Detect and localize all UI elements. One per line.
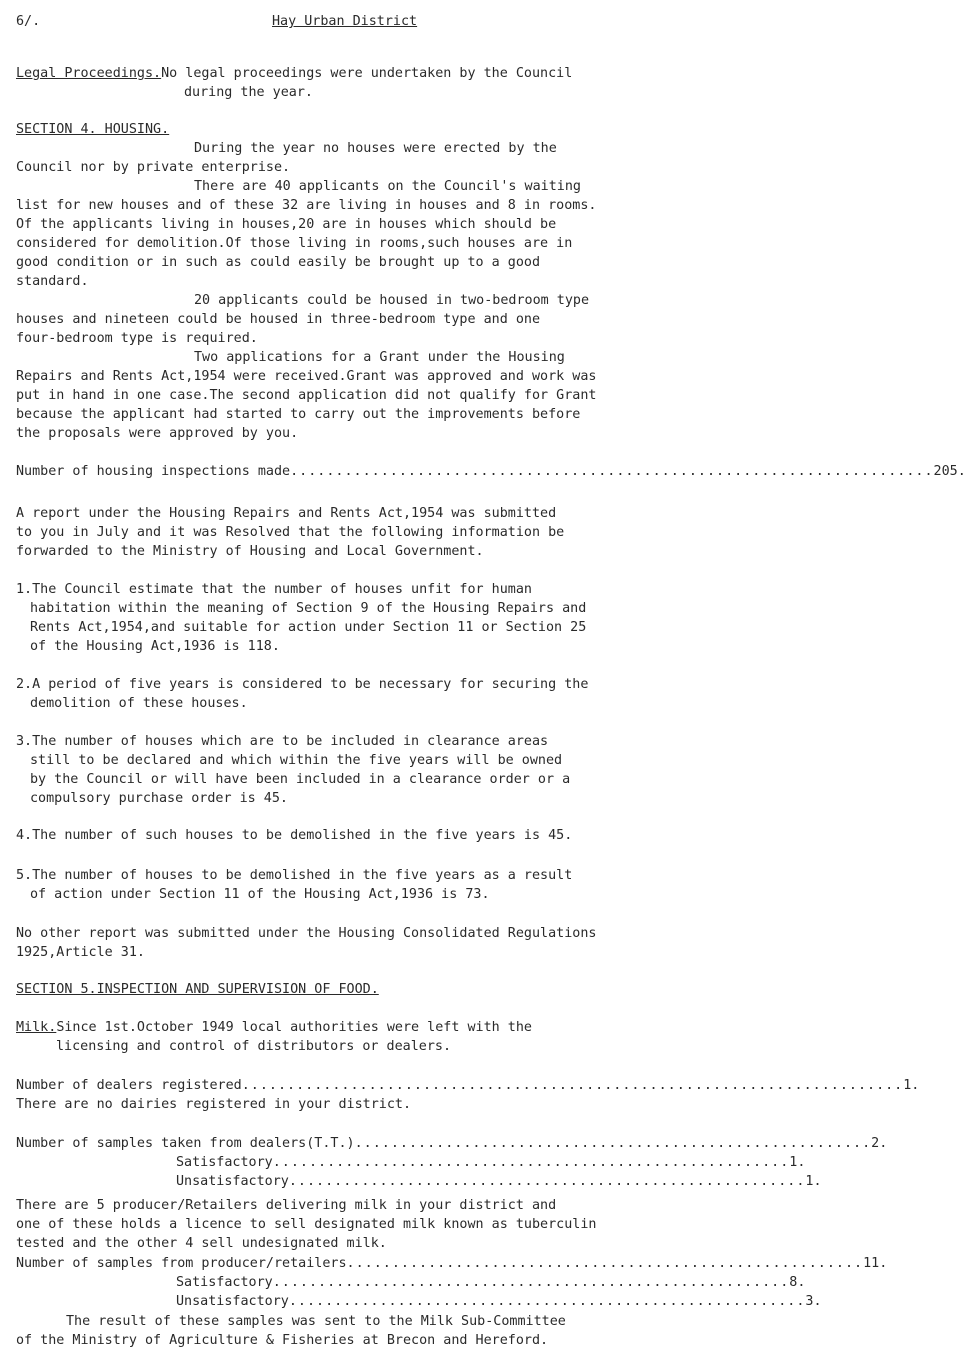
report-item-5 bbox=[16, 866, 788, 904]
leader-dots: ....................................................................... bbox=[290, 464, 934, 479]
dealers-block bbox=[16, 1076, 920, 1114]
housing-p4-line-4: because the applicant had started to carry out the improvements before bbox=[16, 407, 581, 422]
housing-section bbox=[16, 120, 788, 443]
milk-line-2: licensing and control of distributors or dealers. bbox=[56, 1039, 452, 1054]
satisfactory-label: Satisfactory bbox=[176, 1155, 273, 1170]
housing-p1-line-1: During the year no houses were erected by the bbox=[194, 141, 557, 156]
legal-proceedings-paragraph bbox=[16, 64, 788, 102]
milk-label: Milk. bbox=[16, 1020, 57, 1035]
item-line: The number of houses which are to be included in clearance areas bbox=[32, 734, 549, 749]
item-line: compulsory purchase order is 45. bbox=[30, 791, 288, 806]
housing-heading: SECTION 4. HOUSING. bbox=[16, 122, 170, 137]
producer-unsatisfactory-label: Unsatisfactory bbox=[176, 1294, 289, 1309]
page-header bbox=[16, 14, 788, 34]
item-line: habitation within the meaning of Section 9 of the Housing Repairs and bbox=[30, 601, 587, 616]
leader-dots: ......................................................... bbox=[288, 1294, 806, 1309]
unsatisfactory-value: 1. bbox=[805, 1174, 822, 1189]
producers-line-3: tested and the other 4 sell undesignated milk. bbox=[16, 1236, 387, 1251]
milk-line-1: Since 1st.October 1949 local authorities were left with the bbox=[56, 1020, 532, 1035]
samples-value: 2. bbox=[871, 1136, 888, 1151]
item-line: of the Housing Act,1936 is 118. bbox=[30, 639, 280, 654]
dealers-label: Number of dealers registered bbox=[16, 1078, 242, 1093]
housing-p2-line-6: standard. bbox=[16, 274, 89, 289]
producers-line-2: one of these holds a licence to sell designated milk known as tuberculin bbox=[16, 1217, 597, 1232]
leader-dots: ......................................................... bbox=[354, 1136, 872, 1151]
report-line-3: forwarded to the Ministry of Housing and Local Government. bbox=[16, 544, 484, 559]
housing-p4-line-3: put in hand in one case.The second application did not qualify for Grant bbox=[16, 388, 597, 403]
housing-p3-line-2: houses and nineteen could be housed in three-bedroom type and one bbox=[16, 312, 541, 327]
housing-p1-line-2: Council nor by private enterprise. bbox=[16, 160, 291, 175]
report-item-3 bbox=[16, 732, 788, 808]
report-paragraph bbox=[16, 504, 788, 561]
inspections-row bbox=[16, 462, 966, 481]
housing-p2-line-2: list for new houses and of these 32 are living in houses and 8 in rooms. bbox=[16, 198, 597, 213]
report-line-1: A report under the Housing Repairs and Rents Act,1954 was submitted bbox=[16, 506, 557, 521]
report-item-2 bbox=[16, 675, 788, 713]
legal-line-2: during the year. bbox=[184, 85, 313, 100]
producer-satisfactory-label: Satisfactory bbox=[176, 1275, 273, 1290]
inspections-label: Number of housing inspections made bbox=[16, 464, 291, 479]
page-number: 6/. bbox=[16, 14, 41, 29]
producers-paragraph bbox=[16, 1196, 788, 1253]
dealers-value: 1. bbox=[903, 1078, 920, 1093]
item-line: A period of five years is considered to be necessary for securing the bbox=[32, 677, 589, 692]
item-number: 2. bbox=[16, 677, 33, 692]
result-line-1: The result of these samples was sent to the Milk Sub-Committee bbox=[66, 1314, 566, 1329]
report-line-2: to you in July and it was Resolved that the following information be bbox=[16, 525, 565, 540]
leader-dots: ......................................................... bbox=[272, 1275, 790, 1290]
closing-line-2: 1925,Article 31. bbox=[16, 945, 145, 960]
item-line: demolition of these houses. bbox=[30, 696, 248, 711]
producer-samples-value: 11. bbox=[863, 1256, 888, 1271]
legal-line-1: No legal proceedings were undertaken by the Council bbox=[161, 66, 573, 81]
housing-p2-line-4: considered for demolition.Of those living in rooms,such houses are in bbox=[16, 236, 573, 251]
page-title: Hay Urban District bbox=[272, 14, 418, 29]
closing-line-1: No other report was submitted under the Housing Consolidated Regulations bbox=[16, 926, 597, 941]
closing-paragraph bbox=[16, 924, 788, 962]
result-line-2: of the Ministry of Agriculture & Fisheries at Brecon and Hereford. bbox=[16, 1333, 549, 1348]
item-line: of action under Section 11 of the Housing Act,1936 is 73. bbox=[30, 887, 490, 902]
food-heading: SECTION 5.INSPECTION AND SUPERVISION OF FOOD. bbox=[16, 982, 379, 997]
producer-satisfactory-value: 8. bbox=[789, 1275, 806, 1290]
housing-p4-line-2: Repairs and Rents Act,1954 were received.Grant was approved and work was bbox=[16, 369, 597, 384]
item-line: The number of such houses to be demolished in the five years is 45. bbox=[32, 828, 573, 843]
producers-line-1: There are 5 producer/Retailers delivering milk in your district and bbox=[16, 1198, 557, 1213]
item-number: 5. bbox=[16, 868, 33, 883]
housing-p2-line-5: good condition or in such as could easily be brought up to a good bbox=[16, 255, 541, 270]
housing-p3-line-3: four-bedroom type is required. bbox=[16, 331, 258, 346]
legal-proceedings-heading: Legal Proceedings. bbox=[16, 66, 162, 81]
report-item-1 bbox=[16, 580, 788, 656]
housing-p4-line-1: Two applications for a Grant under the Housing bbox=[194, 350, 565, 365]
item-line: The Council estimate that the number of houses unfit for human bbox=[32, 582, 532, 597]
unsatisfactory-label: Unsatisfactory bbox=[176, 1174, 289, 1189]
milk-paragraph bbox=[16, 1018, 788, 1056]
leader-dots: ......................................................... bbox=[288, 1174, 806, 1189]
samples-label: Number of samples taken from dealers(T.T.) bbox=[16, 1136, 355, 1151]
item-number: 3. bbox=[16, 734, 33, 749]
producer-unsatisfactory-value: 3. bbox=[805, 1294, 822, 1309]
satisfactory-value: 1. bbox=[789, 1155, 806, 1170]
dealer-samples-block bbox=[16, 1134, 888, 1191]
housing-p3-line-1: 20 applicants could be housed in two-bedroom type bbox=[194, 293, 590, 308]
food-section bbox=[16, 980, 788, 999]
inspections-value: 205. bbox=[933, 464, 966, 479]
result-paragraph bbox=[16, 1312, 788, 1350]
housing-p2-line-3: Of the applicants living in houses,20 are in houses which should be bbox=[16, 217, 557, 232]
producer-samples-block bbox=[16, 1254, 888, 1311]
item-line: The number of houses to be demolished in the five years as a result bbox=[32, 868, 573, 883]
housing-p2-line-1: There are 40 applicants on the Council's waiting bbox=[194, 179, 581, 194]
leader-dots: ......................................................... bbox=[272, 1155, 790, 1170]
item-number: 1. bbox=[16, 582, 33, 597]
leader-dots: ......................................................................... bbox=[241, 1078, 904, 1093]
report-item-4 bbox=[16, 826, 788, 845]
leader-dots: ......................................................... bbox=[346, 1256, 864, 1271]
item-number: 4. bbox=[16, 828, 33, 843]
item-line: by the Council or will have been included in a clearance order or a bbox=[30, 772, 571, 787]
producer-samples-label: Number of samples from producer/retailers bbox=[16, 1256, 347, 1271]
item-line: Rents Act,1954,and suitable for action under Section 11 or Section 25 bbox=[30, 620, 587, 635]
dairies-line: There are no dairies registered in your district. bbox=[16, 1097, 412, 1112]
item-line: still to be declared and which within the five years will be owned bbox=[30, 753, 563, 768]
housing-p4-line-5: the proposals were approved by you. bbox=[16, 426, 299, 441]
